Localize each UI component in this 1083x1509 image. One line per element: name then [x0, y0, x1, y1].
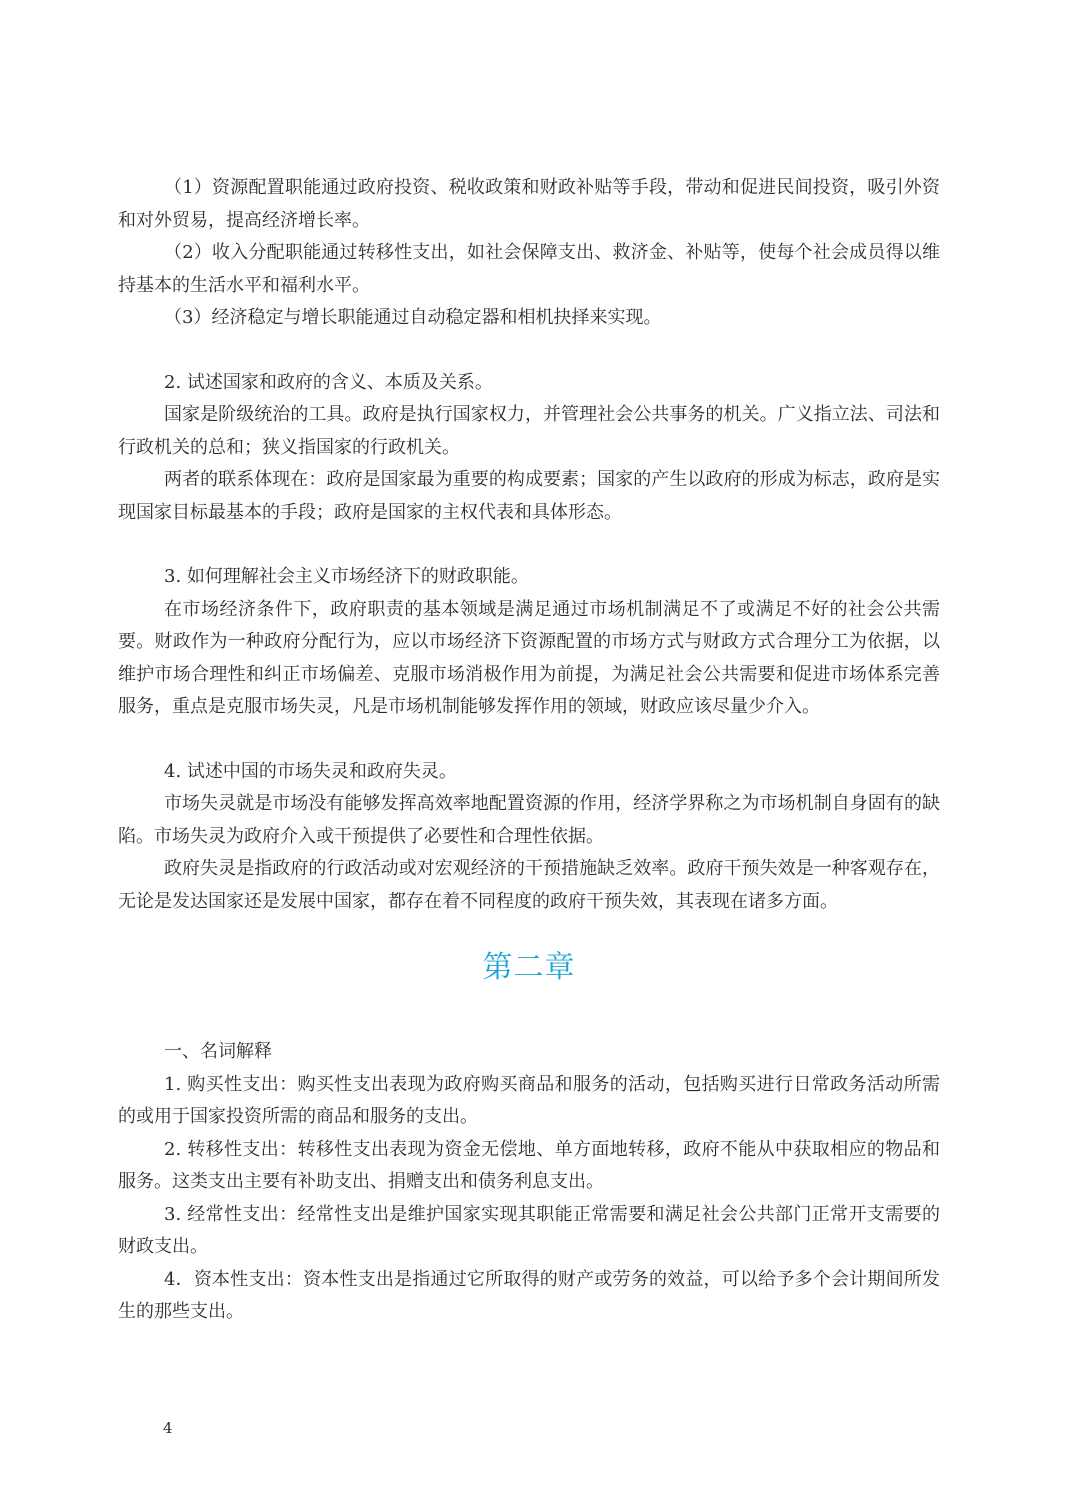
paragraph: 1. 购买性支出：购买性支出表现为政府购买商品和服务的活动，包括购买进行日常政务活动所需的或用于国家投资所需的商品和服务的支出。	[118, 1073, 940, 1127]
paragraph: （3）经济稳定与增长职能通过自动稳定器和相机抉择来实现。	[164, 307, 662, 328]
paragraph: 市场失灵就是市场没有能够发挥高效率地配置资源的作用，经济学界称之为市场机制自身固有的缺陷。市场失灵为政府介入或干预提供了必要性和合理性依据。	[118, 793, 940, 847]
paragraph: 在市场经济条件下，政府职责的基本领域是满足通过市场机制满足不了或满足不好的社会公共需要。财政作为一种政府分配行为，应以市场经济下资源配置的市场方式与财政方式合理分工为依据，以维护市场合理性和纠正市场偏差、克服市场消极作用为前提，为满足社会公共需要和促进市场体系完善服务，重点是克服市场失灵，凡是市场机制能够发挥作用的领域，财政应该尽量少介入。	[118, 598, 940, 717]
page-body	[118, 172, 940, 1329]
section-gap	[118, 529, 940, 561]
section-gap	[118, 724, 940, 756]
chapter-heading: 第二章	[482, 950, 576, 985]
paragraph: 4．资本性支出：资本性支出是指通过它所取得的财产或劳务的效益，可以给予多个会计期间所发生的那些支出。	[118, 1268, 940, 1322]
paragraph: （1）资源配置职能通过政府投资、税收政策和财政补贴等手段，带动和促进民间投资，吸引外资和对外贸易，提高经济增长率。	[118, 177, 940, 231]
page-number: 4	[163, 1419, 173, 1437]
paragraph: （2）收入分配职能通过转移性支出，如社会保障支出、救济金、补贴等，使每个社会成员得以维持基本的生活水平和福利水平。	[118, 242, 940, 296]
paragraph: 3. 如何理解社会主义市场经济下的财政职能。	[164, 566, 529, 587]
paragraph: 3. 经常性支出：经常性支出是维护国家实现其职能正常需要和满足社会公共部门正常开支需要的财政支出。	[118, 1203, 940, 1257]
paragraph: 两者的联系体现在：政府是国家最为重要的构成要素；国家的产生以政府的形成为标志，政府是实现国家目标最基本的手段；政府是国家的主权代表和具体形态。	[118, 469, 940, 523]
paragraph: 政府失灵是指政府的行政活动或对宏观经济的干预措施缺乏效率。政府干预失效是一种客观存在，无论是发达国家还是发展中国家，都存在着不同程度的政府干预失效，其表现在诸多方面。	[118, 858, 940, 912]
paragraph: 2. 试述国家和政府的含义、本质及关系。	[164, 371, 493, 393]
paragraph: 一、名词解释	[164, 1041, 272, 1062]
paragraph: 4. 试述中国的市场失灵和政府失灵。	[164, 760, 457, 782]
section-gap	[118, 335, 940, 367]
paragraph: 国家是阶级统治的工具。政府是执行国家权力，并管理社会公共事务的机关。广义指立法、司法和行政机关的总和；狭义指国家的行政机关。	[118, 404, 940, 458]
paragraph: 2. 转移性支出：转移性支出表现为资金无偿地、单方面地转移，政府不能从中获取相应的物品和服务。这类支出主要有补助支出、捐赠支出和债务利息支出。	[118, 1138, 940, 1192]
